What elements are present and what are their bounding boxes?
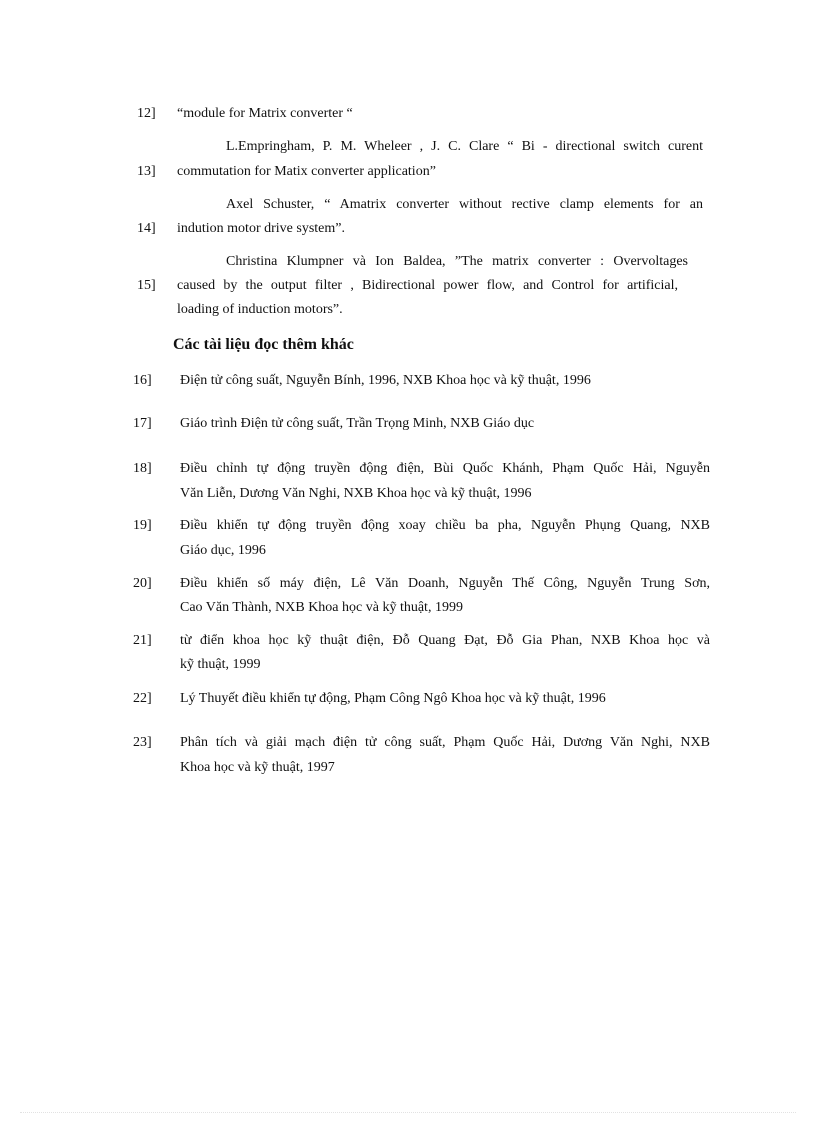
reference-text-line: Giáo trình Điện tử công suất, Trần Trọng Minh, NXB Giáo dục [180, 416, 535, 431]
reference-text-line: Lý Thuyết điều khiển tự động, Phạm Công Ngô Khoa học và kỹ thuật, 1996 [180, 691, 606, 706]
reference-number: 15] [137, 278, 156, 293]
reference-text-line: Điều chỉnh tự động truyền động điện, Bùi Quốc Khánh, Phạm Quốc Hải, Nguyễn [180, 461, 710, 476]
section-heading: Các tài liệu đọc thêm khác [173, 336, 354, 353]
reference-text-line: commutation for Matix converter application” [177, 164, 436, 179]
reference-number: 20] [133, 576, 152, 591]
reference-text-line: L.Empringham, P. M. Wheleer , J. C. Clare “ Bi - directional switch curent [226, 139, 703, 154]
reference-text-line: Điện tử công suất, Nguyễn Bính, 1996, NXB Khoa học và kỹ thuật, 1996 [180, 373, 591, 388]
reference-text-line: Giáo dục, 1996 [180, 543, 266, 558]
reference-number: 19] [133, 518, 152, 533]
reference-number: 21] [133, 633, 152, 648]
reference-text-line: từ điển khoa học kỹ thuật điện, Đỗ Quang Đạt, Đỗ Gia Phan, NXB Khoa học và [180, 633, 710, 648]
reference-text-line: Điều khiển số máy điện, Lê Văn Doanh, Nguyễn Thế Công, Nguyễn Trung Sơn, [180, 576, 710, 591]
reference-number: 23] [133, 735, 152, 750]
reference-text-line: Axel Schuster, “ Amatrix converter without rective clamp elements for an [226, 197, 703, 212]
reference-text-line: Điều khiển tự động truyền động xoay chiều ba pha, Nguyễn Phụng Quang, NXB [180, 518, 710, 533]
reference-number: 14] [137, 221, 156, 236]
reference-text-line: loading of induction motors”. [177, 302, 343, 317]
reference-number: 13] [137, 164, 156, 179]
reference-number: 12] [137, 106, 156, 121]
page-bottom-divider [20, 1112, 796, 1113]
reference-number: 16] [133, 373, 152, 388]
reference-text-line: Christina Klumpner và Ion Baldea, ”The matrix converter : Overvoltages [226, 254, 688, 269]
reference-number: 18] [133, 461, 152, 476]
reference-number: 22] [133, 691, 152, 706]
reference-text-line: “module for Matrix converter “ [177, 106, 353, 121]
reference-text-line: caused by the output filter , Bidirectional power flow, and Control for artificial, [177, 278, 678, 293]
reference-text-line: indution motor drive system”. [177, 221, 345, 236]
reference-text-line: Văn Liễn, Dương Văn Nghi, NXB Khoa học và kỹ thuật, 1996 [180, 486, 532, 501]
reference-text-line: Cao Văn Thành, NXB Khoa học và kỹ thuật, 1999 [180, 600, 463, 615]
reference-text-line: Khoa học và kỹ thuật, 1997 [180, 760, 335, 775]
reference-text-line: kỹ thuật, 1999 [180, 657, 261, 672]
reference-text-line: Phân tích và giải mạch điện tử công suất, Phạm Quốc Hải, Dương Văn Nghi, NXB [180, 735, 710, 750]
reference-number: 17] [133, 416, 152, 431]
